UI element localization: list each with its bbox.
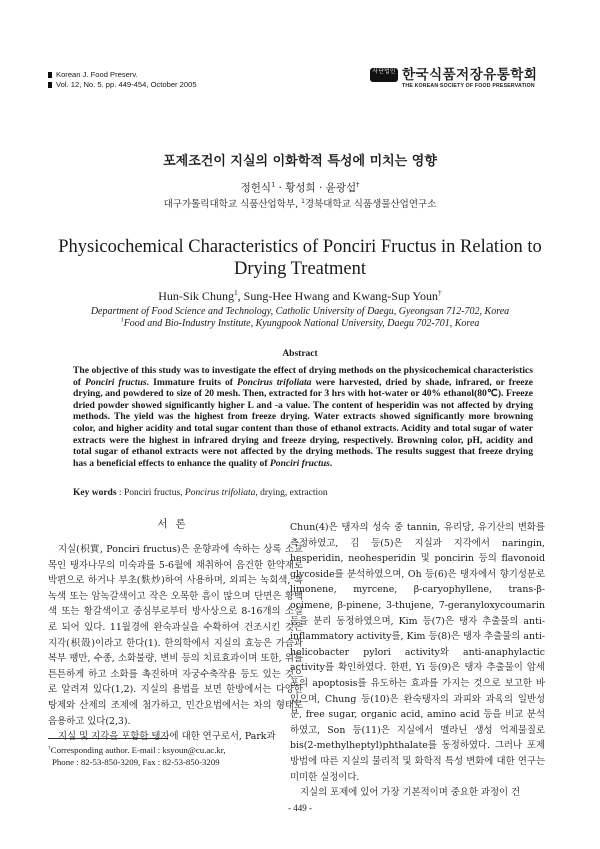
journal-volume: Vol. 12, No. 5. pp. 449-454, October 2005	[56, 80, 197, 89]
author-name: Hun-Sik Chung	[158, 289, 234, 303]
affiliation-2-line	[60, 318, 540, 330]
corresponding-mark: †	[356, 180, 360, 189]
body-paragraph: 지실 및 지각을 포함한 탱자에 대한 연구로서, Park과	[58, 731, 276, 743]
body-paragraph: Chun(4)은 탱자의 성숙 중 tannin, 유리당, 유기산의 변화를 측정하였고, 김 등(5)은 지실과 지각에서 naringin, hesperidin, neohesperidin 및 poncirin 등의 flavonoid glycoside를 분석하였으며, Oh 등(6)은 탱자에서 향기성분로 limonene, myrcene, β-caryophyllene, trans-β-ocimene, β-pinene, 3-thujene, 7-geranyloxycoumarin 등을 분리 동정하였으며, Kim 등(7)은 탱자 추출물의 anti-inflammatory activity를, Kim 등(8)은 탱자 추출물의 anti-helicobacter pylori activity와 anti-anaphylactic activity를 확인하였다. 한편, Yi 등(9)은 탱자 추출물이 암세포의 apoptosis를 유도하는 효과를 가지는 것으로 보고한 바 있으며, Chung 등(10)은 완숙탱자의 과피와 과육의 일반성분, free sugar, organic acid, amino acid 등을 비교 분석하였고, Son 등(11)은 지실에서 멜라닌 생성 억제물질로 bis(2-methylheptyl)phthalate를 동정하였다. 그러나 포제방법에 따른 지실의 물리적 및 화학적 특성 변화에 대한 연구는 미미한 실정이다.	[290, 522, 545, 783]
page-number: - 449 -	[288, 803, 312, 813]
author-names: · 황성희 · 윤광섭	[275, 182, 357, 194]
body-column-left	[48, 516, 303, 745]
affiliation-1: 대구가톨릭대학교 식품산업학부,	[163, 199, 302, 210]
footnote-line-2: Phone : 82-53-850-3209, Fax : 82-53-850-3209	[52, 757, 220, 767]
journal-volume-line	[48, 80, 197, 90]
korean-authors	[0, 180, 600, 195]
bullet-square-icon	[48, 72, 52, 78]
footnote-divider	[48, 738, 168, 739]
section-heading-introduction: 서론	[157, 518, 194, 530]
journal-name-line	[48, 70, 197, 80]
footnote-line-1	[48, 744, 308, 756]
corresponding-mark: †	[438, 288, 442, 297]
abstract-text: The objective of this study was to investigate the effect of drying methods on the physicochemical characteristics of	[73, 365, 533, 388]
abstract-body	[73, 365, 533, 469]
affiliation-1: Department of Food Science and Technology, Catholic University of Daegu, Gyeongsan 712-702, Korea	[90, 306, 510, 317]
body-paragraph: 지실의 포제에 있어 가장 기본적이며 중요한 과정이 건	[300, 787, 521, 799]
abstract-text: were harvested, dried by shade, infrared, or freeze drying, and powdered to size of 20 mesh. Then, extracted for 3 hrs with hot-water or 40% ethanol(80℃). Freeze dried powder showed significantly higher L and -a value. The content of hesperidin was not affected by drying methods. The yield was the highest from freeze drying. Water extracts showed significantly more browning color, and higher acidity and total sugar content than those of ethanol extracts. Acidity and total sugar of water extracts were the highest in infrared drying and freeze drying, respectively. Browning color, pH, acidity and total sugar of ethanol extracts were not affected by the drying methods. The results suggest that freeze drying has a beneficial effects to enhance the quality of	[73, 376, 533, 469]
author-names: , Sung-Hee Hwang and Kwang-Sup Youn	[237, 289, 438, 303]
society-name-korean: 한국식품저장유통학회	[402, 67, 538, 83]
body-column-right	[290, 520, 545, 801]
affiliation-2: Food and Bio-Industry Institute, Kyungpook National University, Daegu 702-701, Korea	[123, 318, 480, 329]
abstract-heading: Abstract	[282, 349, 318, 359]
abstract-text: .	[329, 457, 333, 469]
english-affiliation	[60, 306, 540, 330]
english-authors	[0, 289, 600, 304]
affil-superscript: 1	[271, 180, 276, 189]
body-paragraph: 지실(枳實, Ponciri fructus)은 운향과에 속하는 상록 소교목인 탱자나무의 미숙과를 5-6월에 채취하여 음건한 한약재로 박편으로 하거나 부초(麩炒)하여 사용하며, 외피는 녹회색, 흑녹색 또는 암녹갈색이고 작은 오목한 흠이 많으며 단면은 황백색 또는 황갈색이고 중심부로부터 방사상으로 8-16개의 소실로 되어 있다. 11월경에 완숙과실을 수확하여 건조시킨 것은 지각(枳殼)이라고 한다(1). 한의학에서 지실의 효능은 가슴과 복부 팽만, 수종, 소화불량, 변비 등의 치료효과이며 또한, 위를 튼튼하게 하고 소화를 촉진하며 자궁수축작용 등도 있는 것으로 알려져 있다(1,2). 지실의 용법을 보면 한방에서는 다양한 탕제와 산제의 조제에 첨가하고, 민간요법에서는 차의 형태로 음용하고 있다(2,3).	[48, 544, 303, 727]
affil-superscript: 1	[120, 316, 124, 324]
keyword-italic: Poncirus trifoliata	[184, 488, 256, 498]
footnote-email: Corresponding author. E-mail : ksyoun@cu.ac.kr,	[50, 745, 226, 755]
journal-citation	[48, 70, 197, 90]
english-title: Physicochemical Characteristics of Ponciri Fructus in Relation to Drying Treatment	[58, 237, 542, 279]
abstract-italic: Poncirus trifoliata	[237, 376, 312, 388]
abstract-italic: Ponciri fructus	[269, 457, 330, 469]
keywords-label: Key words	[73, 488, 117, 498]
society-mark-icon: 사단법인	[370, 68, 398, 82]
author-name: 정헌식	[240, 182, 272, 194]
footnote	[48, 744, 308, 768]
abstract-text: . Immature fruits of	[146, 376, 237, 388]
keyword: Ponciri fructus,	[123, 488, 185, 498]
society-logo	[370, 66, 556, 92]
affiliation-2: 경북대학교 식품생물산업연구소	[304, 199, 437, 210]
korean-title: 포제조건이 지실의 이화학적 특성에 미치는 영향	[163, 154, 437, 169]
journal-name: Korean J. Food Preserv.	[56, 70, 138, 79]
keywords	[73, 488, 543, 498]
society-name-english: THE KOREAN SOCIETY OF FOOD PRESERVATION	[402, 83, 535, 89]
korean-affiliation	[0, 196, 600, 210]
corresponding-mark: †	[48, 745, 51, 752]
keywords-separator: :	[116, 488, 124, 498]
bullet-square-icon	[48, 82, 52, 88]
affil-superscript: 1	[301, 198, 305, 205]
abstract-italic: Ponciri fructus	[85, 376, 147, 388]
keyword: , drying, extraction	[255, 488, 328, 498]
affil-superscript: 1	[233, 288, 238, 297]
